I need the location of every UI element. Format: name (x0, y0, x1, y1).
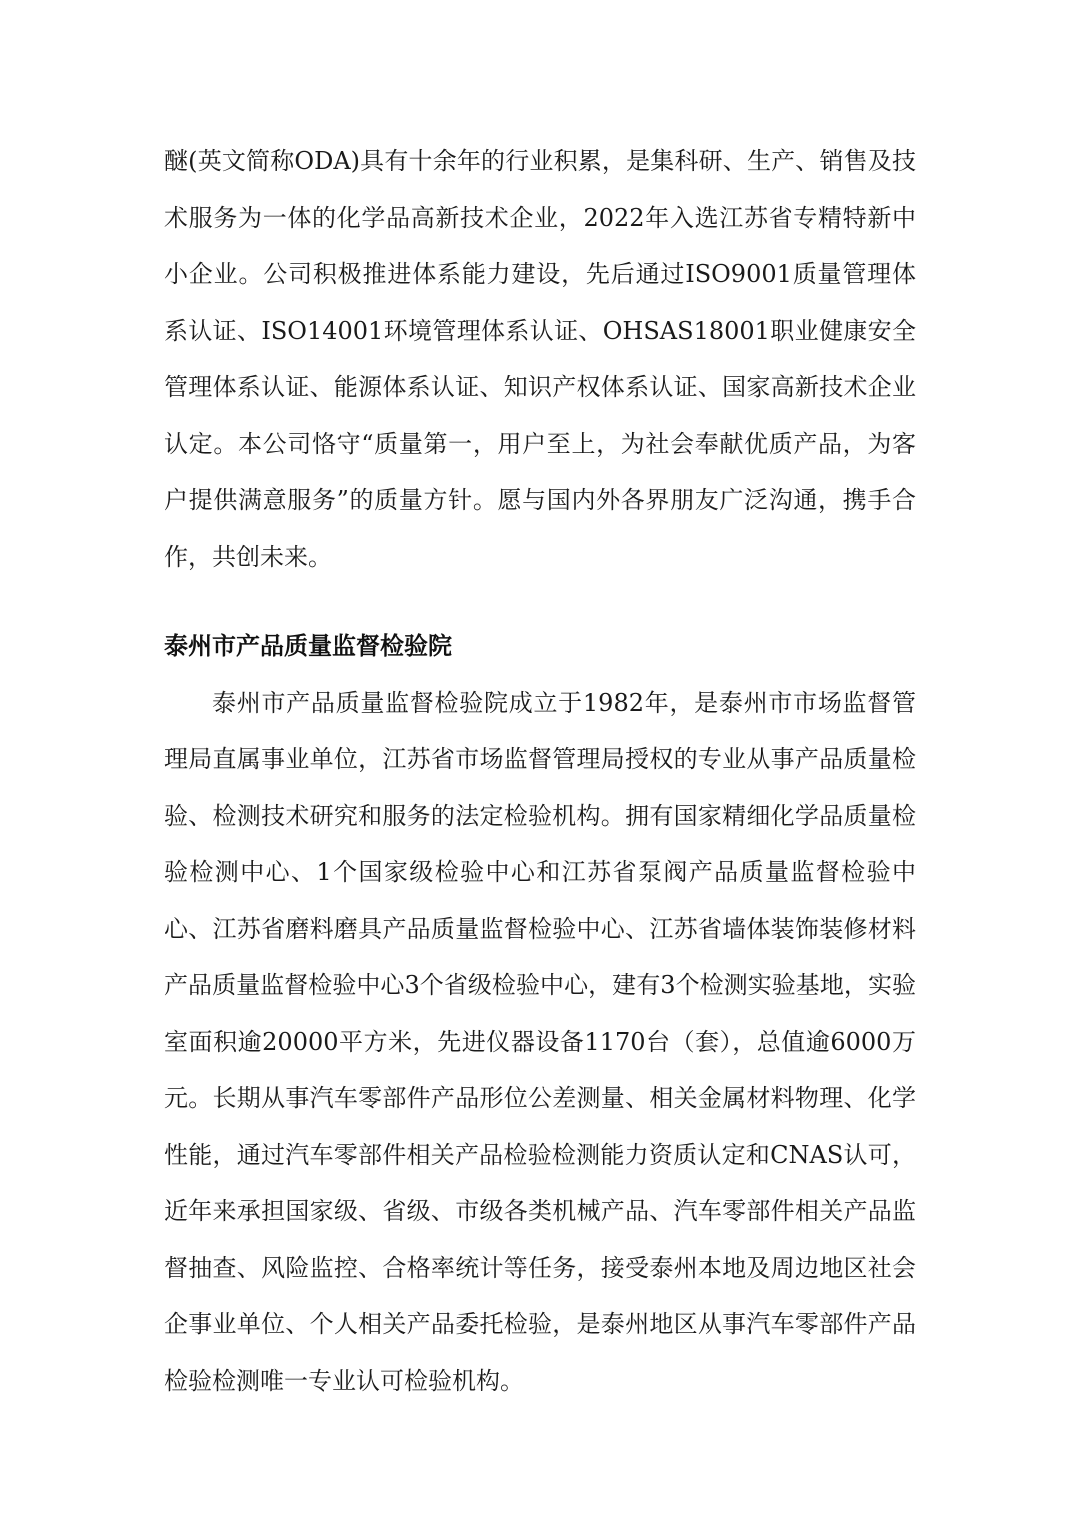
section-heading: 泰州市产品质量监督检验院 (164, 631, 452, 660)
intro-paragraph: 醚(英文简称ODA)具有十余年的行业积累，是集科研、生产、销售及技术服务为一体的化学品高新技术企业，2022年入选江苏省专精特新中小企业。公司积极推进体系能力建设，先后通过ISO9001质量管理体系认证、ISO14001环境管理体系认证、OHSAS18001职业健康安全管理体系认证、能源体系认证、知识产权体系认证、国家高新技术企业认定。本公司恪守“质量第一，用户至上，为社会奉献优质产品，为客户提供满意服务”的质量方针。愿与国内外各界朋友广泛沟通，携手合作，共创未来。 (164, 147, 916, 571)
document-body (164, 133, 916, 1409)
section-paragraph: 泰州市产品质量监督检验院成立于1982年，是泰州市市场监督管理局直属事业单位，江苏省市场监督管理局授权的专业从事产品质量检验、检测技术研究和服务的法定检验机构。拥有国家精细化学品质量检验检测中心、1个国家级检验中心和江苏省泵阀产品质量监督检验中心、江苏省磨料磨具产品质量监督检验中心、江苏省墙体装饰装修材料产品质量监督检验中心3个省级检验中心，建有3个检测实验基地，实验室面积逾20000平方米，先进仪器设备1170台（套），总值逾6000万元。长期从事汽车零部件产品形位公差测量、相关金属材料物理、化学性能，通过汽车零部件相关产品检验检测能力资质认定和CNAS认可，近年来承担国家级、省级、市级各类机械产品、汽车零部件相关产品监督抽查、风险监控、合格率统计等任务，接受泰州本地及周边地区社会企事业单位、个人相关产品委托检验，是泰州地区从事汽车零部件产品检验检测唯一专业认可检验机构。 (164, 688, 916, 1395)
